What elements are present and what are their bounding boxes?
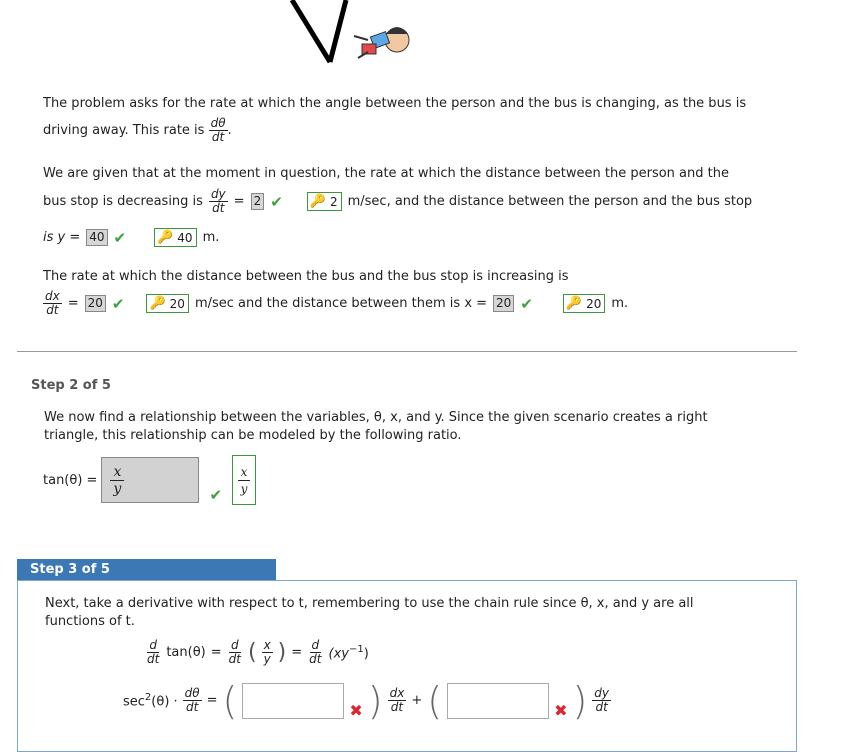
y-answer: 40 — [86, 229, 107, 246]
x-answer: 20 — [493, 295, 514, 312]
step-2-text: We now find a relationship between the variables, θ, x, and y. Since the given scenario creates a right triangle, this relationship can be modeled by the following ratio. — [44, 410, 708, 443]
y-value-row: is y = 40 ✔ 🔑 40 m. — [43, 228, 220, 247]
dx-dt-fraction: $\frac{dx}{dt}$ — [45, 289, 60, 317]
incorrect-icon: ✖ — [349, 701, 363, 720]
key-icon: 🔑 — [565, 295, 583, 311]
dy-dt-answer: 2 — [251, 193, 265, 210]
check-icon: ✔ — [270, 192, 283, 211]
derivative-equation-1: $\frac{d}{dt}$ tan(θ) = $\frac{d}{dt}$ ( $\frac{x}{y}$ ) = $\frac{d}{dt}$ $(xy^{-1})$ — [147, 638, 369, 666]
y-key-answer[interactable]: 🔑 40 — [154, 228, 196, 247]
derivative-equation-2: $\sec^2(\theta)$ · $\frac{d\theta}{dt}$ = ( ✖ ) $\frac{dx}{dt}$ + ( ✖ ) $\frac{dy}{dt}$ — [123, 678, 610, 723]
step-divider — [17, 351, 797, 352]
dx-paragraph: The rate at which the distance between the bus and the bus stop is increasing is $\frac{dx}{dt}$ = 20 ✔ 🔑 20 m/sec and the distance between them is x = 20 ✔ 🔑 20 m. — [43, 269, 629, 317]
person-figure — [354, 27, 409, 58]
x-key-answer[interactable]: 🔑 20 — [563, 294, 605, 313]
step-3-panel — [17, 559, 797, 752]
key-icon: 🔑 — [309, 193, 326, 209]
check-icon: ✔ — [111, 294, 125, 313]
key-icon: 🔑 — [149, 295, 166, 311]
dy-dt-fraction: $\frac{dy}{dt}$ — [210, 187, 226, 215]
dx-dt-answer: 20 — [85, 295, 106, 312]
step-3-label: Step 3 of 5 — [17, 559, 276, 580]
problem-illustration — [280, 0, 430, 72]
tan-ratio-answer: x y — [101, 457, 199, 503]
dtheta-dt-fraction: $\frac{d\theta}{dt}$ — [210, 116, 226, 144]
rate-line-1: The problem asks for the rate at which the angle between the person and the bus is changing, as the bus is — [43, 96, 747, 111]
step-2-label: Step 2 of 5 — [31, 378, 111, 393]
check-icon: ✔ — [113, 228, 127, 247]
rate-paragraph: The problem asks for the rate at which the angle between the person and the bus is changing, as the bus is driving away. This rate is $\frac{d\theta}{dt}$ . — [43, 96, 747, 144]
check-icon: ✔ — [520, 294, 533, 313]
step-3-text: Next, take a derivative with respect to t, remembering to use the chain rule since θ, x, and y are all functions of t. — [45, 596, 694, 629]
tan-ratio-row: tan(θ) = x y ✔ x y — [43, 455, 256, 505]
check-icon: ✔ — [209, 486, 223, 504]
dy-coefficient-input[interactable] — [447, 683, 549, 719]
rate-line-2: driving away. This rate is — [43, 123, 205, 138]
tan-ratio-key-answer[interactable]: x y — [232, 455, 256, 505]
given-paragraph: We are given that at the moment in question, the rate at which the distance between the person and the bus stop is decreasing is $\frac{dy}{dt}$ = 2 ✔ 🔑 2 m/sec, and the distance between the person and the bus stop — [43, 166, 753, 215]
dx-dt-key-answer[interactable]: 🔑 20 — [146, 294, 188, 313]
incorrect-icon: ✖ — [554, 701, 568, 720]
dx-coefficient-input[interactable] — [242, 683, 344, 719]
key-icon: 🔑 — [157, 230, 174, 245]
dy-dt-key-answer[interactable]: 🔑 2 — [307, 192, 342, 211]
given-line-1: We are given that at the moment in question, the rate at which the distance between the person and the — [43, 166, 729, 181]
